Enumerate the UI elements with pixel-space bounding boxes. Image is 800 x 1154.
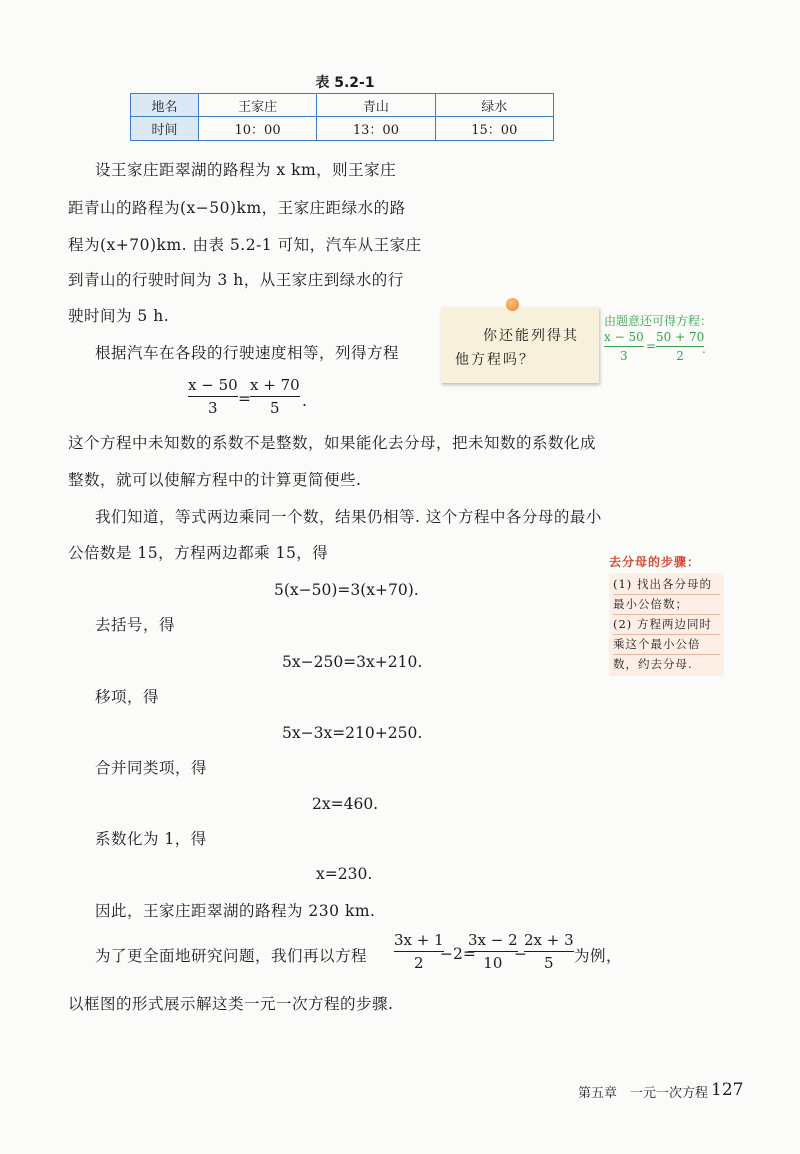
period: . — [702, 342, 706, 356]
equation-part: −2= — [440, 945, 476, 963]
numerator: 2x + 3 — [524, 931, 574, 949]
table-cell: 13：00 — [317, 117, 435, 141]
denominator: 5 — [270, 399, 280, 417]
step-label: 去括号，得 — [95, 616, 176, 634]
page-number: 127 — [711, 1080, 744, 1100]
paragraph-line: 我们知道，等式两边乘同一个数，结果仍相等. 这个方程中各分母的最小 — [95, 508, 602, 526]
table-cell: 时间 — [131, 117, 199, 141]
side-note-title: 去分母的步骤： — [609, 555, 701, 569]
side-note-line: (2) 方程两边同时 — [613, 615, 720, 635]
numerator: x − 50 — [604, 330, 644, 344]
chapter-footer: 第五章 一元一次方程 — [578, 1086, 709, 1101]
fraction — [524, 931, 574, 972]
sticky-note — [441, 307, 599, 383]
paragraph-line: 设王家庄距翠湖的路程为 x km，则王家庄 — [95, 161, 397, 179]
paragraph-line: 公倍数是 15，方程两边都乘 15，得 — [68, 544, 329, 562]
fraction — [394, 931, 444, 972]
numerator: x − 50 — [188, 376, 238, 394]
denominator: 3 — [208, 399, 218, 417]
numerator: 50 + 70 — [656, 330, 705, 344]
side-note-line: (1) 找出各分母的 — [613, 575, 720, 595]
equals-sign: = — [238, 390, 251, 408]
equation: 2x=460. — [312, 795, 379, 813]
denominator: 5 — [544, 954, 554, 972]
table-header-cell: 青山 — [317, 94, 435, 117]
denominator: 2 — [414, 954, 424, 972]
sticky-note-line: 你还能列得其 — [483, 328, 579, 344]
side-note-line: 乘这个最小公倍 — [613, 635, 720, 655]
table-header-cell: 地名 — [131, 94, 199, 117]
paragraph-line: 整数，就可以使解方程中的计算更简便些. — [68, 471, 362, 489]
fraction — [468, 931, 518, 972]
minus-sign: − — [514, 945, 527, 963]
table-cell: 15：00 — [435, 117, 553, 141]
table-header-row — [131, 94, 554, 117]
side-note-steps — [609, 553, 724, 676]
paragraph-line: 为例， — [574, 947, 623, 965]
equals-sign: = — [646, 339, 657, 353]
sticky-note-line: 他方程吗？ — [455, 352, 535, 368]
denominator: 10 — [483, 954, 503, 972]
paragraph-line: 因此，王家庄距翠湖的路程为 230 km. — [95, 902, 376, 920]
equation: x=230. — [316, 865, 373, 883]
data-table — [130, 93, 554, 141]
side-note-line: 最小公倍数； — [613, 595, 720, 615]
paragraph-line: 距青山的路程为(x−50)km，王家庄距绿水的路 — [68, 199, 406, 217]
table-header-cell: 王家庄 — [198, 94, 316, 117]
fraction — [604, 330, 644, 363]
table-caption: 表 5.2-1 — [315, 75, 375, 91]
period: . — [302, 392, 307, 410]
step-label: 系数化为 1，得 — [95, 830, 207, 848]
paragraph-line: 驶时间为 5 h. — [68, 307, 170, 325]
step-label: 合并同类项，得 — [95, 759, 208, 777]
numerator: x + 70 — [250, 376, 300, 394]
fraction — [656, 330, 704, 363]
table-cell: 10：00 — [198, 117, 316, 141]
paragraph-line: 为了更全面地研究问题，我们再以方程 — [95, 947, 368, 965]
fraction — [188, 376, 238, 417]
table-header-cell: 绿水 — [435, 94, 553, 117]
fraction — [250, 376, 300, 417]
paragraph-line: 这个方程中未知数的系数不是整数，如果能化去分母，把未知数的系数化成 — [68, 434, 597, 452]
side-note-alternative-equation — [604, 312, 713, 363]
pin-icon — [506, 298, 519, 311]
paragraph-line: 程为(x+70)km. 由表 5.2-1 可知，汽车从王家庄 — [68, 236, 422, 254]
numerator: 3x + 1 — [394, 931, 444, 949]
denominator: 3 — [620, 349, 628, 363]
table-row — [131, 117, 554, 141]
side-note-line: 数，约去分母. — [613, 657, 693, 671]
equation: 5(x−50)=3(x+70). — [274, 581, 419, 599]
side-note-title: 由题意还可得方程： — [604, 314, 713, 328]
step-label: 移项，得 — [95, 688, 160, 706]
side-note-box — [609, 573, 724, 676]
paragraph-line: 到青山的行驶时间为 3 h，从王家庄到绿水的行 — [68, 271, 404, 289]
paragraph-line: 以框图的形式展示解这类一元一次方程的步骤. — [68, 995, 394, 1013]
numerator: 3x − 2 — [468, 931, 518, 949]
paragraph-line: 根据汽车在各段的行驶速度相等，列得方程 — [95, 344, 400, 362]
denominator: 2 — [676, 349, 684, 363]
equation: 5x−3x=210+250. — [282, 724, 423, 742]
equation: 5x−250=3x+210. — [282, 653, 423, 671]
